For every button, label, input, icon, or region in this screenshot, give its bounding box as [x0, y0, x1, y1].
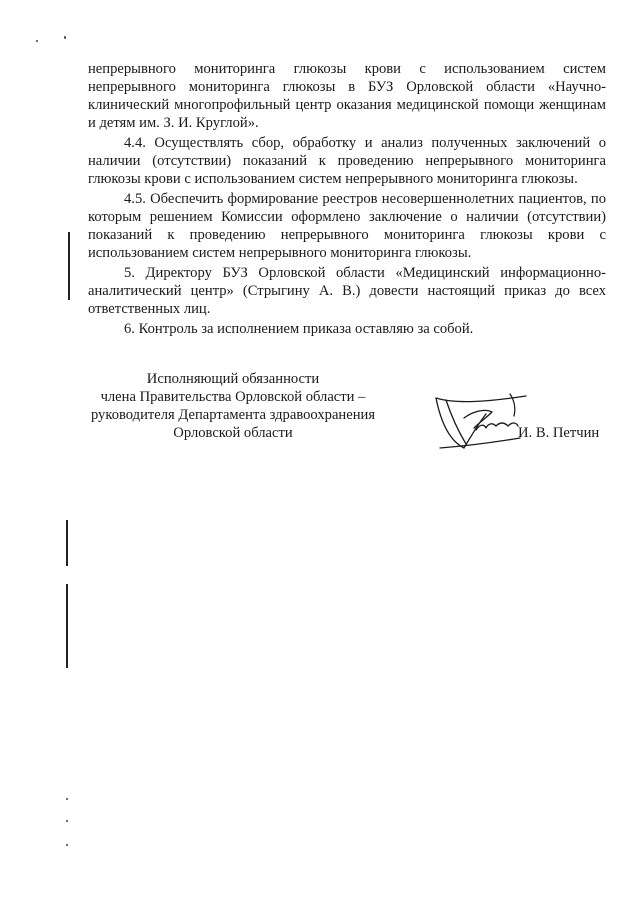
- signatory-title-line: члена Правительства Орловской области –: [100, 389, 366, 405]
- scan-margin-line: [68, 232, 70, 300]
- paragraph-5: 5. Директору БУЗ Орловской области «Медицинский информационно-аналитический центр» (Стрыгину А. В.) довести настоящий приказ до всех ответственных лиц.: [88, 265, 606, 317]
- signatory-name: И. В. Петчин: [518, 425, 600, 441]
- scan-margin-line: [66, 584, 68, 668]
- paragraph-6: 6. Контроль за исполнением приказа оставляю за собой.: [124, 321, 474, 337]
- signatory-title: [80, 370, 386, 442]
- scan-margin-line: [66, 520, 68, 566]
- signatory-title-line: Исполняющий обязанности: [146, 371, 320, 387]
- paragraph-4-4: 4.4. Осуществлять сбор, обработку и анализ полученных заключений о наличии (отсутствии) показаний к проведению непрерывного мониторинга глюкозы крови с использованием систем непрерывного мониторинга глюкозы.: [88, 135, 606, 187]
- scan-speck: [66, 798, 68, 800]
- scan-speck: [64, 36, 66, 39]
- signatory-title-line: Орловской области: [173, 425, 293, 441]
- paragraph-continuation: непрерывного мониторинга глюкозы крови с использованием систем непрерывного мониторинга глюкозы в БУЗ Орловской области «Научно-клинический многопрофильный центр оказания медицинской помощи женщинам и детям им. З. И. Круглой».: [88, 61, 606, 131]
- scan-speck: [36, 40, 38, 42]
- handwritten-signature: [426, 388, 536, 458]
- paragraph-4-5: 4.5. Обеспечить формирование реестров несовершеннолетних пациентов, по которым решением Комиссии оформлено заключение о наличии (отсутствии) показаний к проведению непрерывного мониторинга глюкозы крови с использованием систем непрерывного мониторинга глюкозы.: [88, 191, 606, 261]
- order-body: [88, 60, 606, 338]
- scan-speck: [66, 844, 68, 846]
- signatory-title-line: руководителя Департамента здравоохранения: [90, 407, 376, 423]
- scan-speck: [66, 820, 68, 822]
